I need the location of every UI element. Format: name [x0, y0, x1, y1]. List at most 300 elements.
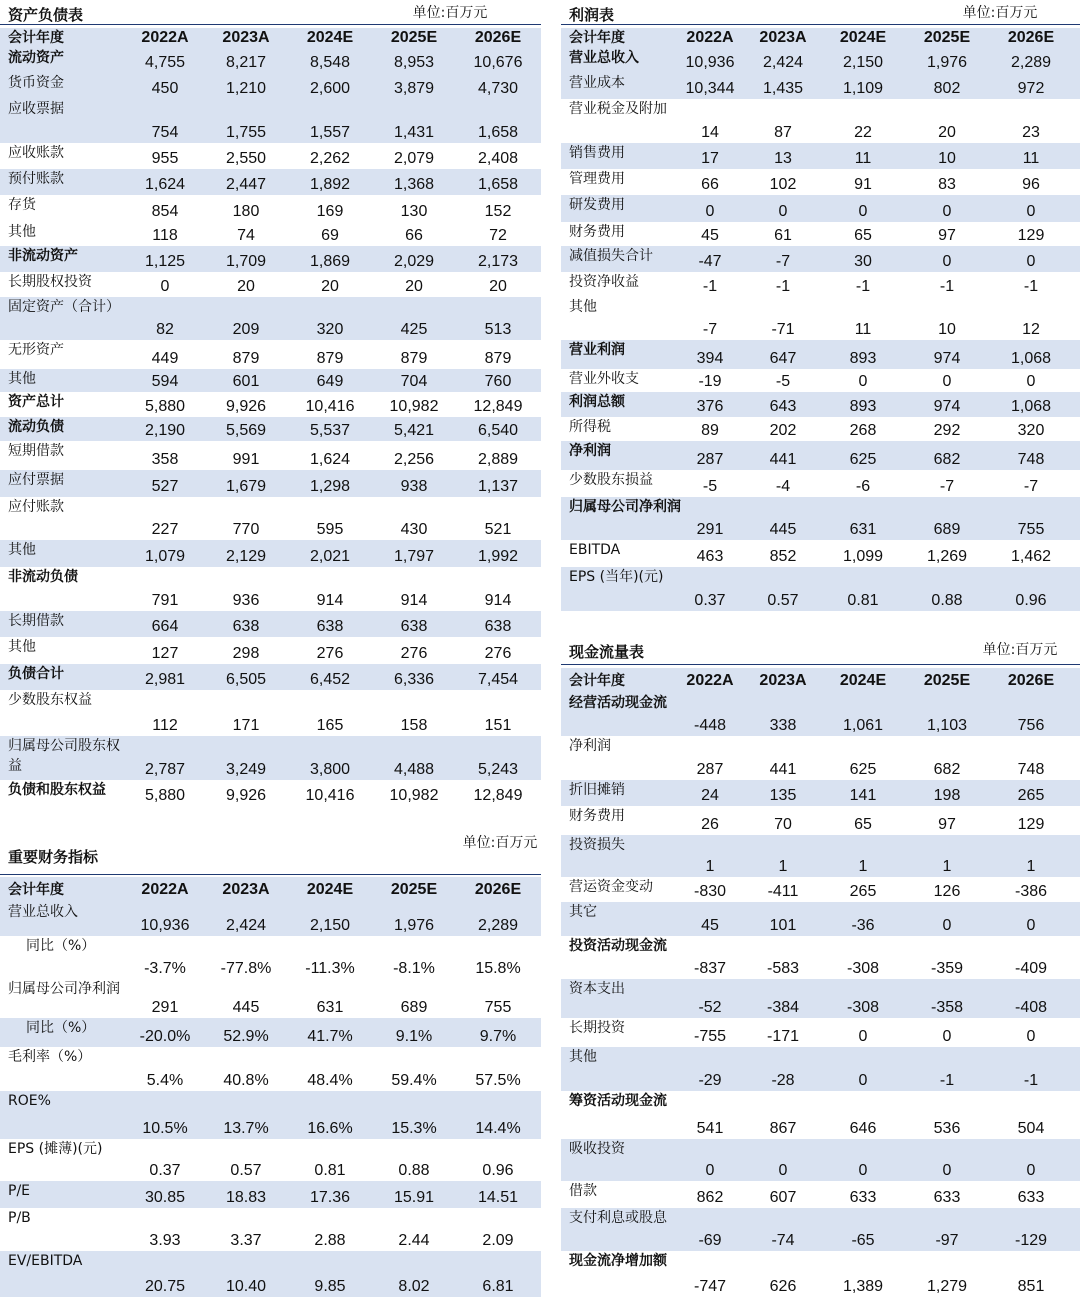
- value-cell: 209: [232, 321, 260, 338]
- row-label: 营业利润: [569, 342, 625, 358]
- value-cell: -7: [702, 321, 718, 338]
- table-row: [561, 780, 1080, 806]
- value-cell: -583: [766, 960, 800, 977]
- table-row: [0, 1251, 541, 1297]
- year-header: 2023A: [759, 29, 807, 46]
- header-label: 会计年度: [8, 881, 64, 898]
- value-cell: 1,068: [1010, 350, 1052, 367]
- row-label: 无形资产: [8, 342, 64, 358]
- value-cell: 15.91: [393, 1189, 435, 1206]
- value-cell: -5: [702, 478, 718, 495]
- row-label: 营运资金变动: [569, 879, 653, 895]
- value-cell: 936: [232, 592, 260, 609]
- table-title: 利润表: [569, 6, 615, 24]
- row-label: 投资活动现金流: [569, 938, 667, 954]
- value-cell: 5,421: [393, 422, 435, 439]
- value-cell: 11: [854, 321, 872, 338]
- value-cell: 8,217: [225, 54, 267, 71]
- value-cell: 102: [769, 176, 797, 193]
- value-cell: 647: [769, 350, 797, 367]
- table-row: [561, 1139, 1080, 1181]
- value-cell: 11: [854, 150, 872, 167]
- year-header: 2025E: [923, 671, 971, 689]
- value-cell: 791: [151, 592, 179, 609]
- value-cell: 14.4%: [475, 1120, 521, 1137]
- value-cell: -7: [939, 478, 955, 495]
- value-cell: 2,173: [477, 253, 519, 270]
- value-cell: 9.1%: [395, 1028, 433, 1045]
- value-cell: -52: [698, 999, 722, 1016]
- value-cell: 1,431: [393, 124, 435, 141]
- value-cell: 4,730: [477, 80, 519, 97]
- value-cell: 1,298: [309, 478, 351, 495]
- table-row: [561, 979, 1080, 1018]
- value-cell: 45: [701, 917, 719, 934]
- value-cell: 770: [232, 521, 260, 538]
- value-cell: 521: [484, 521, 512, 538]
- value-cell: 171: [232, 717, 260, 734]
- value-cell: 0.88: [398, 1162, 430, 1179]
- value-cell: 1,624: [144, 176, 186, 193]
- row-label: 其它: [569, 904, 597, 920]
- table-row: [561, 1047, 1080, 1091]
- value-cell: 0: [705, 203, 715, 220]
- row-label: 其他: [8, 224, 36, 240]
- value-cell: 26: [701, 816, 719, 833]
- row-label: 财务费用: [569, 224, 625, 240]
- year-header: 2024E: [839, 671, 887, 689]
- value-cell: 638: [484, 618, 512, 635]
- value-cell: 974: [933, 350, 961, 367]
- value-cell: 2.09: [482, 1232, 514, 1249]
- value-cell: 169: [316, 203, 344, 220]
- value-cell: 633: [933, 1189, 961, 1206]
- value-cell: -1: [702, 278, 718, 295]
- value-cell: 0: [778, 1162, 788, 1179]
- value-cell: 0: [1026, 203, 1036, 220]
- value-cell: 2,889: [477, 451, 519, 468]
- value-cell: 66: [405, 227, 423, 244]
- unit-label: 单位:百万元: [962, 5, 1038, 21]
- value-cell: 126: [933, 883, 961, 900]
- row-label: 支付利息或股息: [569, 1210, 667, 1226]
- table-row: [0, 1091, 541, 1139]
- row-label: 毛利率（%）: [8, 1049, 92, 1065]
- value-cell: 638: [316, 618, 344, 635]
- header-row: [561, 668, 1080, 694]
- value-cell: 2,289: [1010, 54, 1052, 71]
- value-cell: 536: [933, 1120, 961, 1137]
- value-cell: 1,210: [225, 80, 267, 97]
- value-cell: 2,150: [309, 917, 351, 934]
- unit-label: 单位:百万元: [412, 5, 488, 21]
- value-cell: 0: [1026, 1028, 1036, 1045]
- value-cell: 1,755: [225, 124, 267, 141]
- year-header: 2026E: [1007, 29, 1055, 46]
- value-cell: 9,926: [225, 398, 267, 415]
- value-cell: 851: [1017, 1278, 1045, 1295]
- table-row: [561, 1208, 1080, 1251]
- value-cell: 376: [696, 398, 724, 415]
- row-label: P/E: [8, 1183, 31, 1199]
- value-cell: 394: [696, 350, 724, 367]
- value-cell: 320: [316, 321, 344, 338]
- row-label: 存货: [8, 197, 36, 213]
- value-cell: 3,249: [225, 761, 267, 778]
- value-cell: 3,800: [309, 761, 351, 778]
- year-header: 2025E: [390, 29, 438, 46]
- row-label: EBITDA: [569, 542, 621, 558]
- row-label: 少数股东权益: [8, 692, 92, 708]
- row-label: 应收票据: [8, 101, 64, 117]
- value-cell: 320: [1017, 422, 1045, 439]
- value-cell: 625: [849, 451, 877, 468]
- value-cell: 625: [849, 761, 877, 778]
- value-cell: -5: [775, 373, 791, 390]
- value-cell: 1,992: [477, 548, 519, 565]
- value-cell: -1: [939, 278, 955, 295]
- value-cell: 358: [151, 451, 179, 468]
- value-cell: 754: [151, 124, 179, 141]
- value-cell: -6: [855, 478, 871, 495]
- value-cell: -1: [1023, 1072, 1039, 1089]
- value-cell: 10.40: [225, 1278, 267, 1295]
- value-cell: 57.5%: [475, 1072, 521, 1089]
- year-header: 2025E: [390, 880, 438, 898]
- value-cell: -830: [693, 883, 727, 900]
- value-cell: 1,103: [926, 717, 968, 734]
- value-cell: 450: [151, 80, 179, 97]
- data-table: [561, 664, 1080, 1297]
- row-label: 净利润: [569, 738, 611, 754]
- value-cell: 0.96: [482, 1162, 514, 1179]
- value-cell: 16.6%: [307, 1120, 353, 1137]
- value-cell: 0: [942, 917, 952, 934]
- value-cell: 291: [696, 521, 724, 538]
- value-cell: 12: [1022, 321, 1040, 338]
- value-cell: 66: [701, 176, 719, 193]
- value-cell: 65: [854, 816, 872, 833]
- value-cell: 6.81: [482, 1278, 514, 1295]
- value-cell: 276: [316, 645, 344, 662]
- value-cell: 1,368: [393, 176, 435, 193]
- value-cell: 704: [400, 373, 428, 390]
- value-cell: 0.96: [1015, 592, 1047, 609]
- value-cell: 13: [774, 150, 792, 167]
- row-label: 吸收投资: [569, 1141, 625, 1157]
- value-cell: 268: [849, 422, 877, 439]
- year-header: 2023A: [759, 671, 807, 689]
- row-label: 投资净收益: [569, 274, 639, 290]
- value-cell: 2,289: [477, 917, 519, 934]
- value-cell: 0: [858, 1162, 868, 1179]
- table-title: 现金流量表: [569, 643, 645, 661]
- value-cell: 7,454: [477, 671, 519, 688]
- value-cell: 292: [933, 422, 961, 439]
- value-cell: 1,389: [842, 1278, 884, 1295]
- value-cell: 0.57: [767, 592, 799, 609]
- table-row: [0, 1181, 541, 1208]
- value-cell: 10,676: [473, 54, 523, 71]
- value-cell: 10: [938, 150, 956, 167]
- value-cell: 513: [484, 321, 512, 338]
- row-label: 净利润: [569, 443, 611, 459]
- value-cell: 974: [933, 398, 961, 415]
- value-cell: 338: [769, 717, 797, 734]
- value-cell: 430: [400, 521, 428, 538]
- value-cell: 198: [933, 787, 961, 804]
- table-row: [0, 1208, 541, 1251]
- table-row: [561, 877, 1080, 902]
- value-cell: -1: [855, 278, 871, 295]
- value-cell: 445: [232, 999, 260, 1016]
- row-label: 流动负债: [8, 419, 64, 435]
- value-cell: -308: [846, 999, 880, 1016]
- value-cell: 2,408: [477, 150, 519, 167]
- value-cell: 607: [769, 1189, 797, 1206]
- value-cell: 40.8%: [223, 1072, 269, 1089]
- year-header: 2026E: [474, 29, 522, 46]
- value-cell: 129: [1017, 227, 1045, 244]
- table-title: 资产负债表: [8, 6, 84, 24]
- value-cell: 10,936: [140, 917, 190, 934]
- value-cell: 1: [778, 858, 788, 875]
- value-cell: 129: [1017, 816, 1045, 833]
- value-cell: 202: [769, 422, 797, 439]
- value-cell: 2,029: [393, 253, 435, 270]
- row-label: 应付账款: [8, 499, 64, 515]
- value-cell: 11: [1022, 150, 1040, 167]
- value-cell: 664: [151, 618, 179, 635]
- value-cell: 8,953: [393, 54, 435, 71]
- value-cell: 631: [849, 521, 877, 538]
- year-header: 2022A: [141, 29, 189, 46]
- row-label: 长期股权投资: [8, 274, 92, 290]
- value-cell: 0: [160, 278, 170, 295]
- value-cell: 463: [696, 548, 724, 565]
- value-cell: 852: [769, 548, 797, 565]
- value-cell: 972: [1017, 80, 1045, 97]
- header-label: 会计年度: [569, 30, 625, 46]
- table-row: [0, 1139, 541, 1181]
- header-label: 会计年度: [8, 30, 64, 46]
- value-cell: -1: [1023, 278, 1039, 295]
- value-cell: 682: [933, 451, 961, 468]
- year-header: 2024E: [306, 880, 354, 898]
- value-cell: 893: [849, 350, 877, 367]
- header-row: [0, 877, 541, 903]
- row-label: 应收账款: [8, 145, 64, 161]
- row-label: 长期投资: [569, 1020, 625, 1036]
- value-cell: 955: [151, 150, 179, 167]
- value-cell: 425: [400, 321, 428, 338]
- value-cell: 626: [769, 1278, 797, 1295]
- value-cell: 8,548: [309, 54, 351, 71]
- value-cell: 879: [484, 350, 512, 367]
- value-cell: 20: [321, 278, 339, 295]
- value-cell: 6,336: [393, 671, 435, 688]
- value-cell: 1: [705, 858, 715, 875]
- value-cell: -65: [851, 1232, 875, 1249]
- row-label: P/B: [8, 1210, 31, 1226]
- value-cell: -409: [1014, 960, 1048, 977]
- year-header: 2024E: [839, 29, 887, 46]
- row-label: 同比（%）: [26, 1020, 96, 1036]
- value-cell: 97: [938, 816, 956, 833]
- value-cell: 20.75: [144, 1278, 186, 1295]
- value-cell: 1,557: [309, 124, 351, 141]
- value-cell: -408: [1014, 999, 1048, 1016]
- value-cell: 2,129: [225, 548, 267, 565]
- value-cell: -71: [771, 321, 795, 338]
- value-cell: -1: [939, 1072, 955, 1089]
- value-cell: 0: [858, 203, 868, 220]
- value-cell: 0: [942, 1162, 952, 1179]
- row-label: 销售费用: [569, 145, 625, 161]
- row-label: 营业总收入: [569, 50, 639, 66]
- value-cell: 13.7%: [223, 1120, 269, 1137]
- value-cell: 65: [854, 227, 872, 244]
- value-cell: 9,926: [225, 787, 267, 804]
- value-cell: 0: [858, 1072, 868, 1089]
- value-cell: 2,787: [144, 761, 186, 778]
- row-label: 非流动资产: [8, 248, 78, 264]
- value-cell: -386: [1014, 883, 1048, 900]
- value-cell: 1,137: [477, 478, 519, 495]
- value-cell: 3.37: [230, 1232, 262, 1249]
- cash-flow: [561, 0, 1080, 1300]
- year-header: 2023A: [222, 880, 270, 898]
- row-label: EPS (当年)(元): [569, 569, 664, 585]
- value-cell: 0: [1026, 373, 1036, 390]
- value-cell: 1,125: [144, 253, 186, 270]
- value-cell: 2,256: [393, 451, 435, 468]
- value-cell: 3,879: [393, 80, 435, 97]
- row-label: 归属母公司净利润: [8, 981, 120, 997]
- value-cell: 1,892: [309, 176, 351, 193]
- row-label: 其他: [569, 299, 597, 315]
- value-cell: 1,079: [144, 548, 186, 565]
- value-cell: 1,679: [225, 478, 267, 495]
- value-cell: 449: [151, 350, 179, 367]
- value-cell: 879: [232, 350, 260, 367]
- value-cell: 760: [484, 373, 512, 390]
- value-cell: 91: [854, 176, 872, 193]
- value-cell: 914: [316, 592, 344, 609]
- row-label: 利润总额: [569, 394, 625, 410]
- value-cell: 69: [321, 227, 339, 244]
- value-cell: -8.1%: [393, 960, 435, 977]
- value-cell: 130: [400, 203, 428, 220]
- value-cell: 0: [778, 203, 788, 220]
- value-cell: 10,982: [389, 787, 439, 804]
- value-cell: 12,849: [473, 787, 523, 804]
- value-cell: 649: [316, 373, 344, 390]
- value-cell: 2,447: [225, 176, 267, 193]
- value-cell: 0: [705, 1162, 715, 1179]
- value-cell: -77.8%: [220, 960, 272, 977]
- year-header: 2026E: [474, 880, 522, 898]
- value-cell: 594: [151, 373, 179, 390]
- value-cell: 152: [484, 203, 512, 220]
- value-cell: 541: [696, 1120, 724, 1137]
- value-cell: 96: [1022, 176, 1040, 193]
- value-cell: 633: [849, 1189, 877, 1206]
- value-cell: 2,424: [762, 54, 804, 71]
- value-cell: 1,061: [842, 717, 884, 734]
- header-label: 会计年度: [569, 672, 625, 689]
- year-header: 2023A: [222, 29, 270, 46]
- value-cell: 1,976: [393, 917, 435, 934]
- value-cell: -20.0%: [139, 1028, 191, 1045]
- value-cell: 1: [942, 858, 952, 875]
- value-cell: 0.88: [931, 592, 963, 609]
- row-label: 流动资产: [8, 50, 64, 66]
- value-cell: 287: [696, 761, 724, 778]
- value-cell: 8.02: [398, 1278, 430, 1295]
- value-cell: 2,550: [225, 150, 267, 167]
- row-label: 短期借款: [8, 443, 64, 459]
- value-cell: 127: [151, 645, 179, 662]
- unit-label: 单位:百万元: [462, 835, 538, 851]
- value-cell: 265: [1017, 787, 1045, 804]
- table-row: [0, 979, 541, 1018]
- row-label: 资产总计: [8, 394, 64, 410]
- unit-label: 单位:百万元: [982, 642, 1058, 658]
- value-cell: 1,269: [926, 548, 968, 565]
- value-cell: 755: [1017, 521, 1045, 538]
- data-table: [0, 874, 541, 1297]
- value-cell: -3.7%: [144, 960, 186, 977]
- value-cell: 45: [701, 227, 719, 244]
- value-cell: 112: [152, 717, 178, 734]
- value-cell: 59.4%: [391, 1072, 437, 1089]
- year-header: 2026E: [1007, 671, 1055, 689]
- value-cell: 756: [1017, 717, 1045, 734]
- value-cell: -36: [851, 917, 875, 934]
- row-label: 其他: [8, 542, 36, 558]
- year-header: 2024E: [306, 29, 354, 46]
- value-cell: 48.4%: [307, 1072, 353, 1089]
- row-label: 其他: [569, 1049, 597, 1065]
- value-cell: 276: [400, 645, 428, 662]
- value-cell: 5,880: [144, 787, 186, 804]
- value-cell: 20: [237, 278, 255, 295]
- value-cell: 0.81: [847, 592, 879, 609]
- value-cell: 441: [769, 761, 797, 778]
- value-cell: -1: [775, 278, 791, 295]
- table-row: [561, 806, 1080, 835]
- value-cell: -29: [698, 1072, 722, 1089]
- value-cell: -411: [767, 883, 799, 900]
- value-cell: 1,869: [309, 253, 351, 270]
- value-cell: 151: [484, 717, 512, 734]
- value-cell: 61: [774, 227, 792, 244]
- row-label: ROE%: [8, 1093, 51, 1109]
- value-cell: 0: [858, 1028, 868, 1045]
- row-label: 应付票据: [8, 472, 64, 488]
- table-row: [0, 1018, 541, 1047]
- value-cell: 41.7%: [307, 1028, 353, 1045]
- value-cell: 879: [316, 350, 344, 367]
- table-row: [561, 835, 1080, 877]
- value-cell: 165: [316, 717, 344, 734]
- value-cell: 1,462: [1010, 548, 1052, 565]
- row-label: 营业外收支: [569, 371, 639, 387]
- value-cell: 3.93: [149, 1232, 181, 1249]
- value-cell: 0.81: [314, 1162, 346, 1179]
- row-label: 筹资活动现金流: [569, 1093, 667, 1109]
